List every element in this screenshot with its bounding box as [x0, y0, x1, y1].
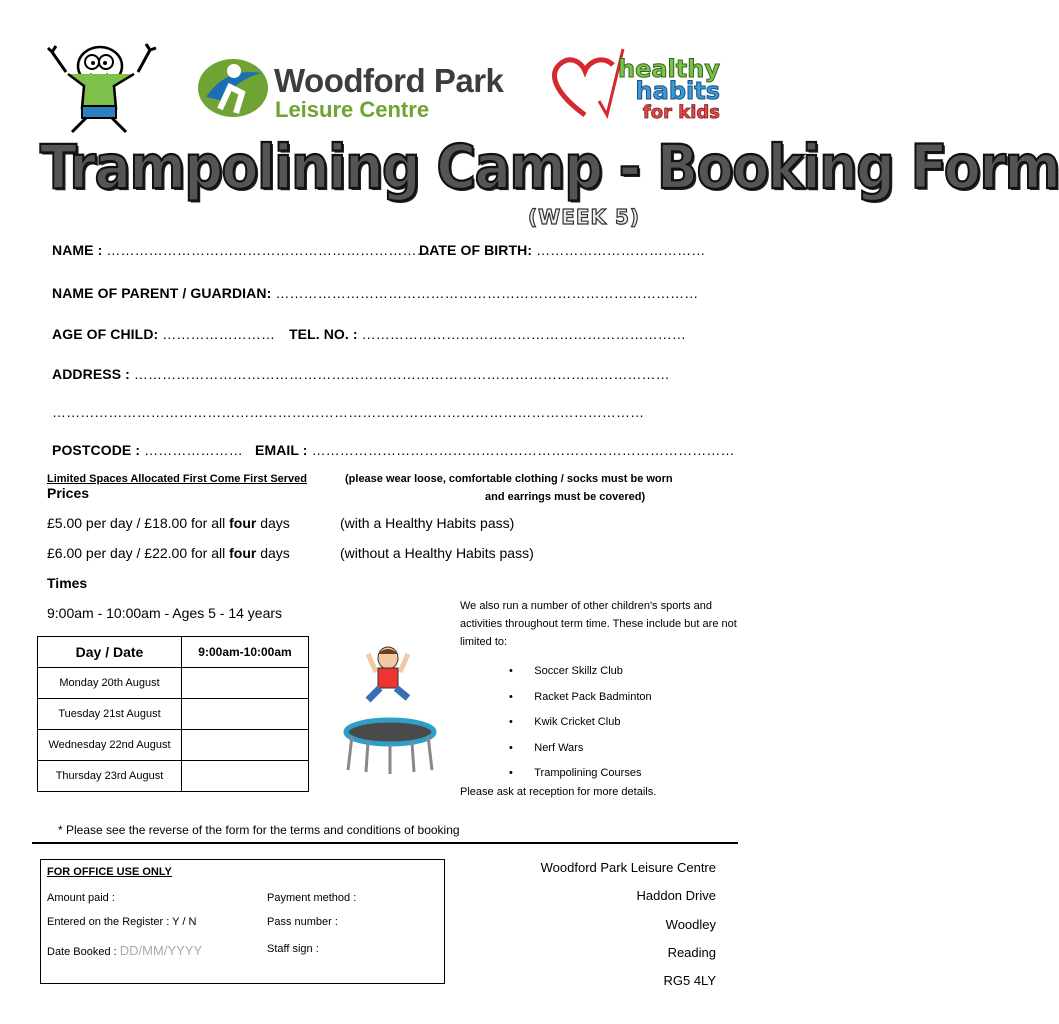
price-row-1 — [47, 515, 290, 531]
list-item: • Kwik Cricket Club — [509, 716, 621, 728]
other-sports-intro: We also run a number of other children's sports and activities throughout term time. These include but are not limited to: — [460, 600, 737, 648]
price-row-2-days: days — [256, 545, 290, 561]
schedule-day: Wednesday 22nd August — [38, 730, 182, 761]
address-line: Reading — [667, 944, 716, 960]
divider — [32, 842, 738, 844]
tel-dots: …………………………………………………………… — [361, 326, 686, 342]
address-field[interactable] — [52, 366, 670, 382]
name-label: NAME : — [52, 242, 103, 258]
list-item-label: Trampolining Courses — [534, 767, 642, 779]
dob-label: DATE OF BIRTH: — [419, 242, 533, 258]
schedule-day: Tuesday 21st August — [38, 699, 182, 730]
schedule-header-row — [38, 637, 309, 668]
list-item: • Soccer Skillz Club — [509, 665, 623, 677]
price-row-2-note: (without a Healthy Habits pass) — [340, 545, 534, 561]
office-use-box — [40, 859, 445, 984]
schedule-slot-checkbox[interactable] — [182, 730, 309, 761]
list-item-label: Racket Pack Badminton — [534, 690, 652, 703]
list-item: • Nerf Wars — [509, 741, 584, 754]
list-item-label: Nerf Wars — [534, 741, 584, 754]
price-row-2-four: four — [229, 545, 257, 561]
table-row — [38, 668, 309, 699]
schedule-day: Monday 20th August — [38, 668, 182, 699]
name-field[interactable] — [52, 242, 431, 258]
habits-text: habits — [635, 77, 720, 105]
week-label: (WEEK 5) — [528, 205, 641, 229]
schedule-day: Thursday 23rd August — [38, 761, 182, 792]
schedule-header-time: 9:00am-10:00am — [182, 637, 309, 668]
office-pass-field[interactable]: Pass number : — [267, 916, 338, 928]
office-amount-field[interactable]: Amount paid : — [47, 892, 115, 904]
schedule-slot-checkbox[interactable] — [182, 668, 309, 699]
address-line: Woodley — [665, 916, 716, 932]
age-field[interactable] — [52, 326, 275, 342]
list-item-label: Kwik Cricket Club — [534, 716, 621, 728]
address-label: ADDRESS : — [52, 366, 130, 382]
office-booked-label: Date Booked : — [47, 946, 117, 958]
limited-spaces-notice: Limited Spaces Allocated First Come First Served — [47, 473, 308, 485]
postcode-dots: ………………… — [144, 442, 243, 458]
age-label: AGE OF CHILD: — [52, 326, 159, 342]
address-dots: …………………………………………………………………………………………………… — [133, 366, 670, 382]
dob-dots: ……………………………… — [536, 242, 706, 258]
schedule-slot-checkbox[interactable] — [182, 699, 309, 730]
session-time: 9:00am - 10:00am - Ages 5 - 14 years — [47, 605, 283, 621]
office-heading: FOR OFFICE USE ONLY — [47, 866, 172, 878]
centre-address — [541, 854, 716, 995]
parent-dots: ……………………………………………………………………………… — [275, 285, 699, 301]
address-line: Haddon Drive — [636, 888, 716, 904]
schedule-slot-checkbox[interactable] — [182, 761, 309, 792]
woodford-park-logo-icon — [196, 57, 270, 119]
parent-field[interactable] — [52, 285, 698, 301]
prices-heading: Prices — [47, 485, 90, 501]
postcode-label: POSTCODE : — [52, 442, 141, 458]
tel-field[interactable] — [289, 326, 686, 342]
cartoon-kid-logo — [46, 42, 158, 136]
table-row — [38, 699, 309, 730]
tel-label: TEL. NO. : — [289, 326, 358, 342]
times-heading: Times — [47, 575, 88, 591]
for-kids-text: for kids — [642, 102, 720, 123]
list-item: • Racket Pack Badminton — [509, 690, 652, 703]
list-item-label: Soccer Skillz Club — [534, 665, 623, 677]
price-row-2-text: £6.00 per day / £22.00 for all — [47, 545, 230, 561]
other-sports-list — [509, 659, 652, 787]
office-staff-field[interactable]: Staff sign : — [267, 943, 319, 955]
terms-footnote: * Please see the reverse of the form for the terms and conditions of booking — [58, 823, 460, 837]
table-row — [38, 761, 309, 792]
postcode-field[interactable] — [52, 442, 243, 458]
page-title: Trampolining Camp - Booking Form — [40, 132, 1059, 203]
healthy-habits-logo — [600, 55, 720, 124]
dob-field[interactable] — [419, 242, 705, 258]
email-label: EMAIL : — [255, 442, 308, 458]
address-dots-line2: ……………………………………………………………………………………………………………… — [52, 404, 645, 420]
healthy-text: healthy — [618, 55, 720, 83]
clothing-notice-line1: (please wear loose, comfortable clothing / socks must be worn — [345, 473, 673, 485]
email-field[interactable] — [255, 442, 735, 458]
office-payment-field[interactable]: Payment method : — [267, 892, 357, 904]
name-dots: …………………………………………………………… — [106, 242, 431, 258]
other-sports-outro: Please ask at reception for more details. — [460, 786, 657, 798]
table-row — [38, 730, 309, 761]
price-row-1-note: (with a Healthy Habits pass) — [340, 515, 515, 531]
parent-label: NAME OF PARENT / GUARDIAN: — [52, 285, 272, 301]
trampoline-kid-illustration — [338, 644, 442, 780]
price-row-2 — [47, 545, 290, 561]
brand-name: Woodford Park — [274, 62, 504, 99]
price-row-1-days: days — [256, 515, 290, 531]
price-row-1-four: four — [229, 515, 257, 531]
brand-subtitle: Leisure Centre — [275, 97, 430, 122]
schedule-header-day: Day / Date — [38, 637, 182, 668]
address-line: Woodford Park Leisure Centre — [540, 860, 716, 875]
price-row-1-text: £5.00 per day / £18.00 for all — [47, 515, 230, 531]
list-item: • Trampolining Courses — [509, 767, 642, 779]
address-line2-field[interactable] — [52, 404, 644, 420]
address-line: RG5 4LY — [663, 973, 716, 989]
email-dots: ……………………………………………………………………………… — [311, 442, 735, 458]
office-register-field[interactable]: Entered on the Register : Y / N — [47, 916, 197, 928]
date-placeholder: DD/MM/YYYY — [119, 943, 203, 958]
age-dots: …………………… — [162, 326, 276, 342]
office-booked-field[interactable] — [47, 943, 202, 958]
clothing-notice-line2: and earrings must be covered) — [485, 491, 646, 503]
schedule-table — [37, 636, 309, 792]
